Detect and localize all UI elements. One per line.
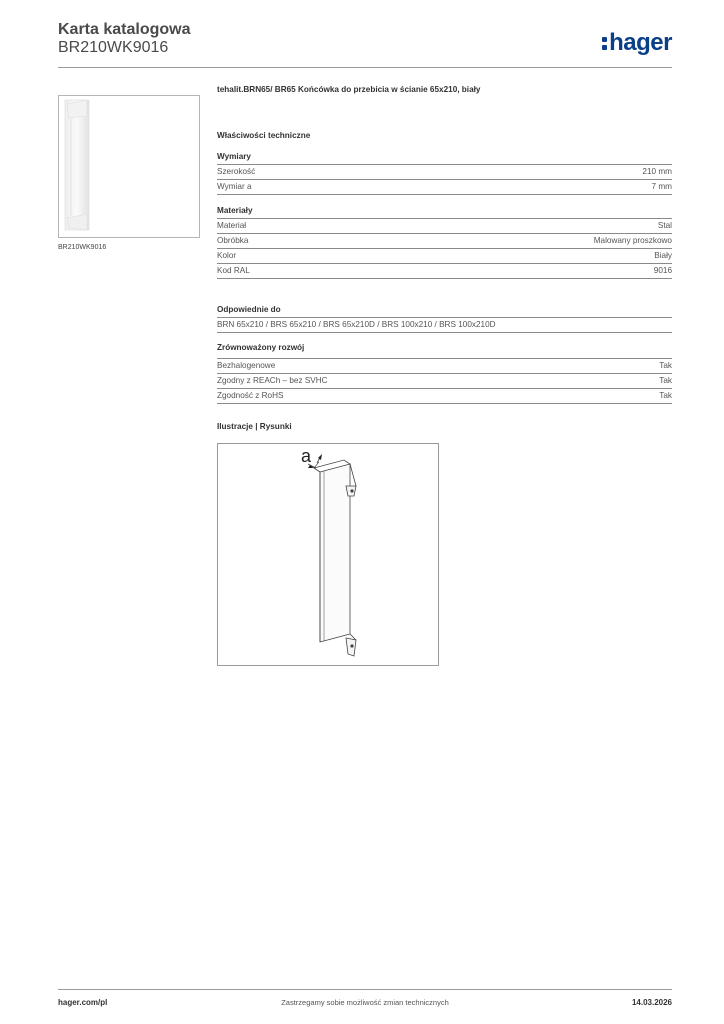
row-label: Szerokość: [217, 167, 256, 176]
row-value: Malowany proszkowo: [593, 236, 672, 245]
dimensions-group: [217, 152, 672, 195]
row-value: Tak: [659, 391, 672, 400]
row-label: Bezhalogenowe: [217, 361, 276, 370]
suitable-value: BRN 65x210 / BRS 65x210 / BRS 65x210D / BRS 100x210 / BRS 100x210D: [217, 318, 672, 333]
row-label: Kod RAL: [217, 266, 250, 275]
dimension-label-a: a: [301, 446, 312, 466]
footer-website[interactable]: hager.com/pl: [58, 998, 108, 1007]
document-title: Karta katalogowa: [58, 21, 191, 38]
table-row: [217, 219, 672, 234]
table-row: [217, 234, 672, 249]
row-label: Zgodny z REACh – bez SVHC: [217, 376, 328, 385]
row-value: 7 mm: [651, 182, 672, 191]
logo-text: hager: [609, 29, 672, 56]
drawing-svg: [218, 444, 438, 665]
row-value: Tak: [659, 376, 672, 385]
footer-divider: [58, 989, 672, 990]
sustainability-title: Zrównoważony rozwój: [217, 343, 305, 352]
table-row: [217, 389, 672, 404]
row-value: Biały: [654, 251, 672, 260]
dimensions-title: Wymiary: [217, 152, 672, 165]
logo-dots-icon: [602, 36, 607, 50]
suitable-group: [217, 305, 672, 333]
row-label: Obróbka: [217, 236, 249, 245]
main-content: [217, 83, 672, 431]
materials-group: [217, 206, 672, 279]
sustainability-group: [217, 343, 672, 404]
hager-logo: [602, 29, 672, 57]
row-value: Tak: [659, 361, 672, 370]
product-image: [58, 95, 200, 238]
row-label: Kolor: [217, 251, 237, 260]
row-value: Stal: [657, 221, 672, 230]
table-row: [217, 374, 672, 389]
product-photo-icon: [59, 96, 199, 237]
row-label: Materiał: [217, 221, 247, 230]
footer-disclaimer: Zastrzegamy sobie możliwość zmian technicznych: [281, 998, 449, 1007]
product-image-caption: BR210WK9016: [58, 244, 107, 251]
row-label: Wymiar a: [217, 182, 252, 191]
footer-date: 14.03.2026: [631, 998, 672, 1007]
table-row: [217, 264, 672, 279]
row-label: Zgodność z RoHS: [217, 391, 284, 400]
suitable-title: Odpowiednie do: [217, 305, 672, 318]
table-row: [217, 180, 672, 195]
illustrations-title: Ilustracje | Rysunki: [217, 422, 292, 431]
header-divider: [58, 67, 672, 68]
row-value: 210 mm: [642, 167, 672, 176]
product-code: BR210WK9016: [58, 39, 169, 56]
tech-heading: Właściwości techniczne: [217, 131, 311, 140]
technical-drawing: [217, 443, 439, 666]
table-row: [217, 165, 672, 180]
product-title: tehalit.BRN65/ BR65 Końcówka do przebicia w ścianie 65x210, biały: [217, 85, 481, 94]
materials-title: Materiały: [217, 206, 672, 219]
table-row: [217, 359, 672, 374]
table-row: [217, 249, 672, 264]
row-value: 9016: [653, 266, 672, 275]
